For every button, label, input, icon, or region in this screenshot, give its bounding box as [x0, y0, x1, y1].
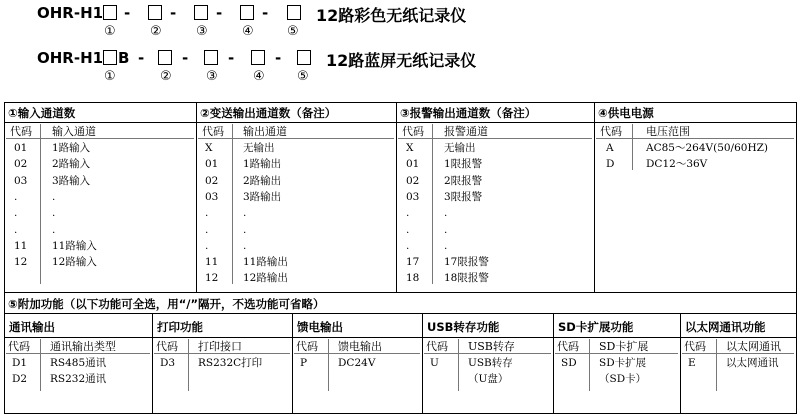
row-code: 18: [406, 272, 420, 285]
inner-divider: [458, 339, 459, 391]
row-code: .: [406, 223, 410, 236]
header-underline: [154, 353, 290, 354]
separator: -: [138, 49, 145, 67]
column-header-code: 代码: [296, 340, 318, 353]
inner-divider: [232, 124, 233, 284]
column-header-name: 输入通道: [52, 125, 96, 138]
row-code: .: [205, 239, 209, 252]
row-code: 12: [14, 256, 28, 269]
row-value: （U盘）: [468, 373, 509, 385]
column-divider: [196, 102, 197, 293]
model-b-suffix: B: [118, 49, 130, 67]
section-title-alarm-output: ③报警输出通道数（备注）: [400, 106, 537, 120]
header-underline: [6, 353, 150, 354]
group-title: 打印功能: [157, 320, 203, 334]
separator: -: [275, 49, 282, 67]
column-header-code: 代码: [202, 125, 224, 138]
row-value: .: [444, 207, 448, 220]
row-code: 11: [205, 256, 219, 269]
group-divider: [422, 313, 423, 413]
position-number: ③: [206, 69, 218, 84]
position-number: ②: [160, 69, 172, 84]
row-value: 无输出: [243, 142, 275, 154]
row-code: 12: [205, 272, 219, 285]
section-title-input-channels: ①输入通道数: [8, 106, 76, 120]
row-value: .: [243, 223, 247, 236]
column-header-name: USB转存: [468, 340, 515, 353]
header-underline: [424, 353, 551, 354]
row-code: 17: [406, 256, 420, 269]
header-underline: [6, 138, 194, 139]
row-value: RS485通讯: [50, 357, 107, 369]
column-header-code: 代码: [402, 125, 424, 138]
row-value: .: [444, 223, 448, 236]
column-header-code: 代码: [8, 340, 30, 353]
row-value: 1路输入: [52, 142, 91, 154]
row-code: X: [205, 142, 213, 154]
group-title: SD卡扩展功能: [558, 320, 634, 334]
row-code: 01: [406, 158, 420, 171]
row-code: .: [14, 207, 18, 220]
table-divider: [4, 292, 797, 293]
column-header-code: 代码: [600, 125, 622, 138]
row-code: 03: [406, 190, 420, 203]
code-box-1: [103, 5, 117, 20]
row-value: 12路输出: [243, 272, 288, 285]
row-value: SD卡扩展: [599, 357, 647, 369]
column-header-code: 代码: [156, 340, 178, 353]
position-number: ④: [242, 24, 254, 39]
row-value: 以太网通讯: [726, 357, 779, 369]
code-box-3: [194, 5, 208, 20]
section-title-power-supply: ④供电电源: [598, 106, 654, 120]
column-header-name: 打印接口: [198, 340, 242, 353]
group-divider: [152, 313, 153, 413]
row-code: 01: [14, 142, 28, 154]
code-box-4: [251, 50, 265, 65]
table-right-border: [796, 102, 797, 414]
inner-divider: [632, 124, 633, 170]
table-divider: [4, 313, 797, 314]
row-value: 无输出: [444, 142, 476, 154]
row-code: D3: [160, 357, 176, 369]
row-code: 02: [14, 158, 28, 171]
column-header-code: 代码: [557, 340, 579, 353]
code-box-2: [148, 5, 162, 20]
row-value: DC24V: [338, 357, 376, 369]
row-value: 1限报警: [444, 158, 483, 171]
code-box-4: [240, 5, 254, 20]
inner-divider: [432, 124, 433, 284]
row-code: D: [606, 158, 615, 171]
table-divider: [4, 337, 797, 338]
column-header-name: 报警通道: [444, 125, 488, 138]
row-code: SD: [561, 357, 577, 369]
position-number: ⑤: [297, 69, 309, 84]
model-title: 12路蓝屏无纸记录仪: [326, 51, 477, 70]
separator: -: [124, 4, 131, 22]
table-left-border: [4, 102, 5, 414]
row-value: USB转存: [468, 357, 513, 369]
inner-divider: [328, 339, 329, 391]
row-value: 3路输入: [52, 174, 91, 187]
position-number: ②: [150, 24, 162, 39]
header-underline: [294, 353, 420, 354]
inner-divider: [589, 339, 590, 391]
row-code: .: [14, 190, 18, 203]
section-title-additional-functions: ⑤附加功能（以下功能可全选，用“/”隔开，不选功能可省略）: [8, 297, 325, 311]
table-top-border: [4, 102, 797, 103]
group-title: 通讯输出: [9, 320, 55, 334]
row-code: 03: [205, 190, 219, 203]
table-divider: [4, 122, 797, 123]
row-code: 02: [406, 174, 420, 187]
row-value: 3路输出: [243, 190, 282, 203]
row-code: D1: [12, 357, 28, 369]
row-code: E: [688, 357, 696, 369]
row-code: X: [406, 142, 414, 154]
row-value: .: [243, 239, 247, 252]
header-underline: [596, 138, 794, 139]
separator: -: [262, 4, 269, 22]
row-code: 03: [14, 174, 28, 187]
position-number: ①: [104, 69, 116, 84]
row-value: 18限报警: [444, 272, 489, 285]
position-number: ④: [253, 69, 265, 84]
code-box-1: [103, 50, 117, 65]
row-code: 11: [14, 239, 28, 252]
row-code: A: [606, 142, 614, 154]
row-code: .: [406, 207, 410, 220]
column-header-code: 代码: [10, 125, 32, 138]
row-value: 3限报警: [444, 190, 483, 203]
row-value: 2限报警: [444, 174, 483, 187]
section-title-transmit-output: ②变送输出通道数（备注）: [200, 106, 337, 120]
separator: -: [228, 49, 235, 67]
column-divider: [396, 102, 397, 293]
column-header-name: 输出通道: [243, 125, 287, 138]
code-box-5: [297, 50, 311, 65]
header-underline: [555, 353, 678, 354]
column-header-name: 电压范围: [646, 125, 690, 138]
row-code: 02: [205, 174, 219, 187]
row-value: 11路输出: [243, 256, 288, 269]
row-value: 17限报警: [444, 256, 489, 269]
row-value: .: [52, 223, 56, 236]
inner-divider: [40, 124, 41, 284]
row-code: U: [430, 357, 439, 369]
code-box-2: [158, 50, 172, 65]
model-prefix: OHR-H1: [37, 49, 104, 67]
row-value: （SD卡）: [599, 373, 647, 385]
table-bottom-border: [4, 413, 797, 414]
row-code: .: [14, 223, 18, 236]
group-title: 馈电输出: [297, 320, 343, 334]
row-code: D2: [12, 373, 28, 385]
column-header-code: 代码: [426, 340, 448, 353]
group-divider: [553, 313, 554, 413]
separator: -: [170, 4, 177, 22]
position-number: ⑤: [287, 24, 299, 39]
code-box-5: [287, 5, 301, 20]
model-prefix: OHR-H1: [37, 4, 104, 22]
column-header-name: 馈电输出: [338, 340, 382, 353]
group-divider: [292, 313, 293, 413]
column-header-code: 代码: [684, 340, 706, 353]
row-value: RS232C打印: [198, 357, 263, 369]
header-underline: [398, 138, 592, 139]
header-underline: [198, 138, 394, 139]
row-value: AC85～264V(50/60HZ): [646, 142, 769, 154]
position-number: ①: [104, 24, 116, 39]
column-header-name: SD卡扩展: [599, 340, 649, 353]
model-title: 12路彩色无纸记录仪: [316, 6, 467, 25]
separator: -: [182, 49, 189, 67]
row-value: .: [243, 207, 247, 220]
row-code: .: [205, 223, 209, 236]
row-value: 11路输入: [52, 239, 97, 252]
code-box-3: [204, 50, 218, 65]
column-header-name: 通讯输出类型: [50, 340, 116, 353]
row-value: .: [444, 239, 448, 252]
row-code: P: [300, 357, 308, 369]
group-title: USB转存功能: [427, 320, 500, 334]
row-value: 1路输出: [243, 158, 282, 171]
position-number: ③: [196, 24, 208, 39]
column-header-name: 以太网通讯: [726, 340, 781, 353]
row-value: RS232通讯: [50, 373, 107, 385]
row-code: .: [205, 207, 209, 220]
group-title: 以太网通讯功能: [685, 320, 766, 334]
inner-divider: [40, 339, 41, 391]
row-code: 01: [205, 158, 219, 171]
row-code: .: [406, 239, 410, 252]
row-value: 2路输出: [243, 174, 282, 187]
row-value: DC12～36V: [646, 158, 708, 171]
row-value: .: [52, 190, 56, 203]
separator: -: [216, 4, 223, 22]
column-divider: [594, 102, 595, 293]
group-divider: [680, 313, 681, 413]
row-value: 2路输入: [52, 158, 91, 171]
inner-divider: [188, 339, 189, 391]
row-value: 12路输入: [52, 256, 97, 269]
row-value: .: [52, 207, 56, 220]
inner-divider: [716, 339, 717, 391]
header-underline: [682, 353, 794, 354]
